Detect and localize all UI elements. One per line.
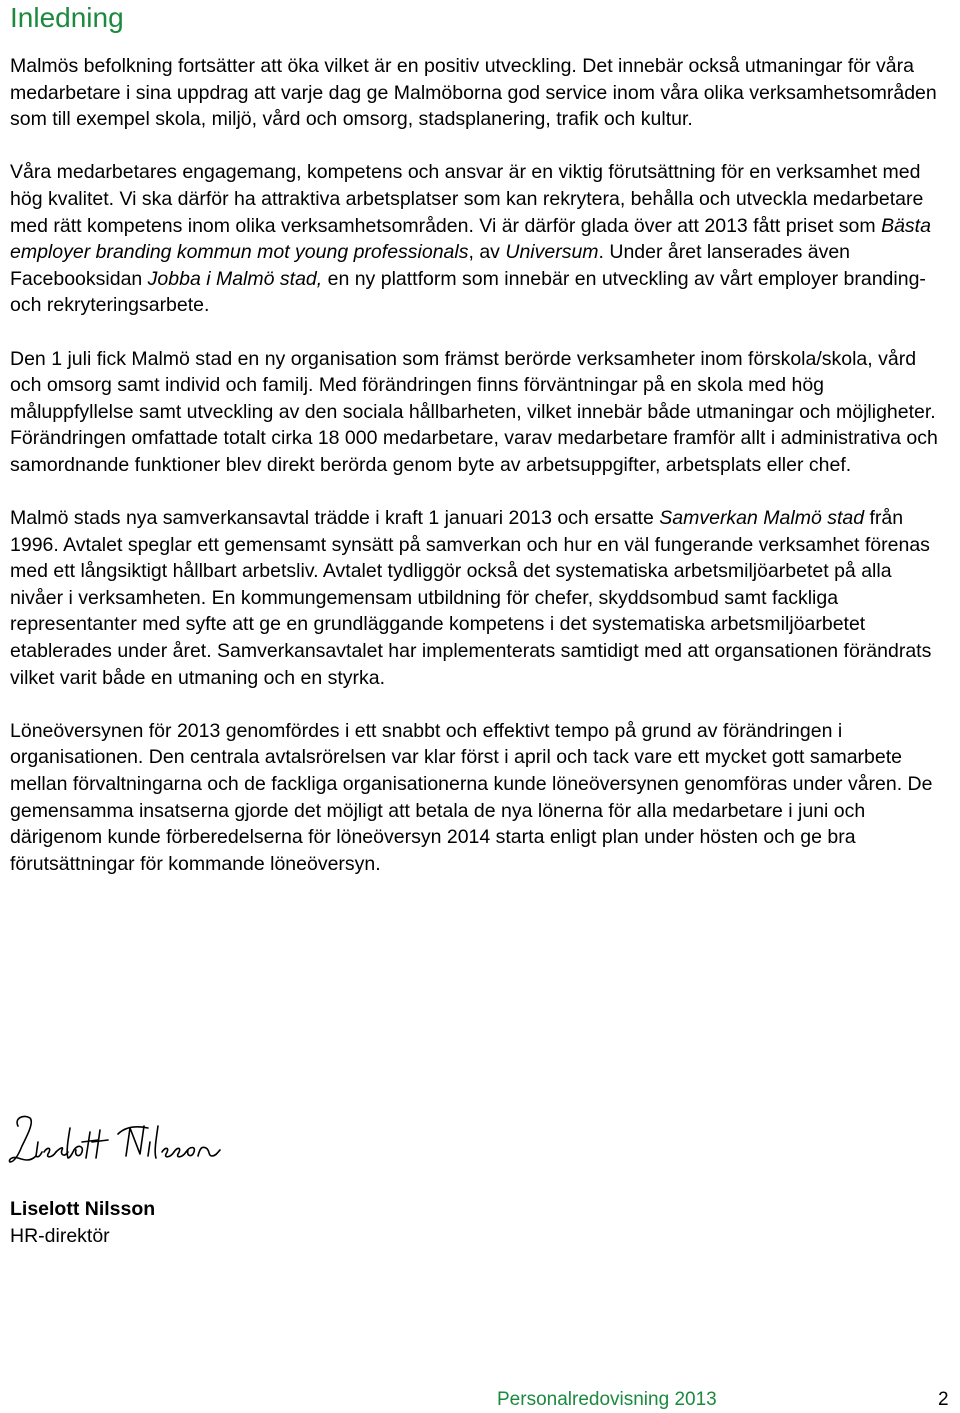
text-run: . Under året lanserades även Facebooksidan [10,241,851,290]
text-run: Våra medarbetares engagemang, kompetens och ansvar är en viktig förutsättning för en verksamhet med hög kvalitet. Vi ska därför ha attraktiva arbetsplatser som kan rekrytera, behålla och utveckla medarbetare med rätt kompetens inom olika verksamhetsområden. Vi är därför glada över att 2013 fått priset som [10,161,924,237]
page-number: 2 [938,1389,949,1410]
signer-title: HR-direktör [10,1225,110,1247]
italic-text-run: Jobba i Malmö stad, [147,267,323,290]
italic-text-run: Bästa employer branding kommun mot young professionals [10,214,931,264]
text-run: Löneöversynen för 2013 genomfördes i ett snabbt och effektivt tempo på grund av förändringen i organisationen. Den centrala avtalsrörelsen var klar först i april och tack vare ett mycket gott samarbete mellan förvaltningarna och de fackliga organisationerna kunde löneöversynen genomföras under våren. De gemensamma insatserna gjorde det möjligt att betala de nya lönerna för alla medarbetare i juni och därigenom kunde förberedelserna för löneöversyn 2014 starta enligt plan under hösten och ge bra förutsättningar för kommande löneöversyn. [10,719,933,875]
text-run: Den 1 juli fick Malmö stad en ny organisation som främst berörde verksamheter inom förskola/skola, vård och omsorg samt individ och familj. Med förändringen finns förväntningar på en skola med hög måluppfyllelse samt utveckling av den sociala hållbarheten, vilket innebär både utmaningar och möjligheter. Förändringen omfattade totalt cirka 18 000 medarbetare, varav medarbetare framför allt i administrativa och samordnande funktioner blev direkt berörda genom byte av arbetsuppgifter, arbetsplats eller chef. [10,347,938,476]
paragraph [10,346,950,479]
paragraph [10,718,950,878]
paragraph [10,159,950,319]
text-run: Malmös befolkning fortsätter att öka vilket är en positiv utveckling. Det innebär också utmaningar för våra medarbetare i sina uppdrag att varje dag ge Malmöborna god service inom våra olika verksamhetsområden som till exempel skola, miljö, vård och omsorg, stadsplanering, trafik och kultur. [10,55,937,131]
footer-title: Personalredovisning 2013 [497,1389,717,1410]
italic-text-run: Universum [505,241,599,264]
italic-text-run: Samverkan Malmö stad [659,507,865,530]
text-run: från 1996. Avtalet speglar ett gemensamt synsätt på samverkan och hur en väl fungerande verksamhet förenas med ett långsiktigt hållbart arbetsliv. Avtalet tydliggör också det systematiska arbetsmiljöarbetet på alla nivåer i verksamheten. En kommungemensam utbildning för chefer, skyddsombud samt fackliga representanter med syfte att ge en grundläggande kompetens i det systematiska arbetsmiljöarbetet etablerades under året. Samverkansavtalet har implementerats samtidigt med att organsationen förändrats vilket varit både en utmaning och en styrka. [10,507,932,689]
paragraph [10,505,950,691]
handwritten-signature [8,1112,223,1168]
paragraph [10,53,950,133]
page-title: Inledning [10,2,124,33]
text-run: , av [468,241,506,264]
text-run: Malmö stads nya samverkansavtal trädde i kraft 1 januari 2013 och ersatte [10,507,660,530]
text-run: en ny plattform som innebär en utveckling av vårt employer branding- och rekryteringsarbete. [10,267,926,317]
signer-block [10,1196,155,1250]
body-text [10,53,950,904]
signer-name: Liselott Nilsson [10,1198,156,1220]
